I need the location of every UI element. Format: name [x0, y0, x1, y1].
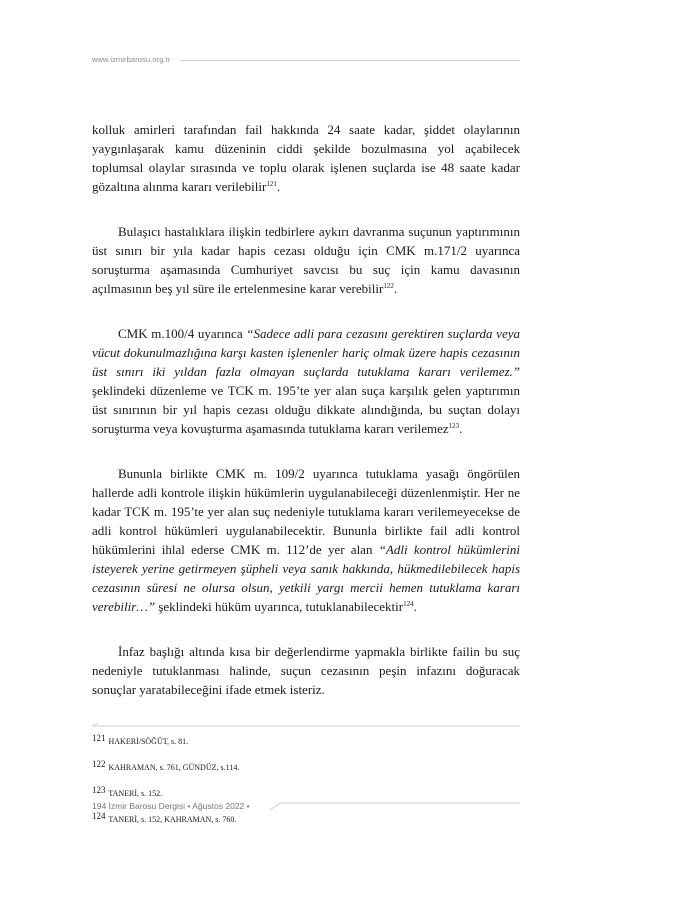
footnote-122 — [92, 753, 520, 779]
paragraph-2 — [92, 222, 520, 298]
paragraph-4-tail: şeklindeki hüküm uyarınca, tutuklanabilecektir — [155, 599, 404, 614]
footnotes — [92, 727, 520, 831]
footnote-number: 124 — [92, 811, 106, 821]
paragraph-5-text: İnfaz başlığı altında kısa bir değerlendirme yapmakla birlikte failin bu suç nedeniyle tutuklanması halinde, suçun cezasının peşin infazını doğuracak sonuçlar yaratabileceğini ifade etmek isteriz. — [92, 644, 520, 697]
footnote-121 — [92, 727, 520, 753]
header-rule — [180, 60, 520, 61]
paragraph-1-text: kolluk amirleri tarafından fail hakkında 24 saate kadar, şiddet olaylarının yaygınlaşarak kamu düzeninin ciddi şekilde bozulmasına yol açabilecek toplumsal olaylar sırasında ve toplu olarak işlenen suçlarda ise 48 saate kadar gözaltına alınma kararı verilebilir — [92, 122, 520, 194]
footnote-text: TANERİ, s. 152. — [106, 789, 163, 798]
footnote-number: 123 — [92, 785, 106, 795]
footnote-ref-121: 121 — [266, 180, 277, 188]
footnote-text: HAKERİ/SÖĞÜT, s. 81. — [106, 737, 189, 746]
footnote-ref-124: 124 — [403, 600, 414, 608]
paragraph-5 — [92, 642, 520, 699]
body-text — [92, 120, 520, 699]
footnote-number: 121 — [92, 733, 106, 743]
footnote-divider — [92, 723, 520, 724]
paragraph-3-quote: “Sadece adli para cezasını gerektiren suçlarda veya vücut dokunulmazlığına karşı kasten işlenenler hariç olmak üzere hapis cezasının üst sınırı iki yıldan fazla olmayan suçlarda tutuklama kararı verilemez.” — [92, 326, 520, 379]
footnote-number: 122 — [92, 759, 106, 769]
paragraph-1-end: . — [276, 179, 281, 194]
footnote-text: TANERİ, s. 152, KAHRAMAN, s. 760. — [106, 815, 237, 824]
paragraph-4-quote: “Adli kontrol hükümlerini isteyerek yerine getirmeyen şüpheli veya sanık hakkında, hükmedilebilecek hapis cezasının süresi ne olursa olsun, yetkili yargı mercii hemen tutuklama kararı verebilir…” — [92, 542, 520, 614]
footnote-text: KAHRAMAN, s. 761, GÜNDÜZ, s.114. — [106, 763, 240, 772]
footnote-ref-122: 122 — [383, 282, 394, 290]
paragraph-1 — [92, 120, 520, 196]
paragraph-3-tail: şeklindeki düzenleme ve TCK m. 195’te yer alan suça karşılık gelen yaptırımın üst sınırının bir yıl hapis cezası olduğu dikkate alındığında, bu suçtan dolayı soruşturma veya kovuşturma aşamasında tutuklama kararı verilemez — [92, 383, 520, 436]
paragraph-3-lead: CMK m.100/4 uyarınca — [118, 326, 247, 341]
page-footer: 194 İzmir Barosu Dergisi • Ağustos 2022 • — [92, 801, 250, 811]
footnote-ref-123: 123 — [448, 422, 460, 430]
footer-rule — [270, 798, 520, 808]
paragraph-2-text: Bulaşıcı hastalıklara ilişkin tedbirlere aykırı davranma suçunun yaptırımının üst sınırı bir yıla kadar hapis cezası olduğu için CMK m.171/2 uyarınca soruşturma aşamasında Cumhuriyet savcısı bu suç için kamu davasının açılmasının beş yıl süre ile ertelenmesine karar verebilir — [92, 224, 520, 296]
paragraph-4 — [92, 464, 520, 616]
paragraph-2-end: . — [393, 281, 398, 296]
paragraph-4-lead: Bununla birlikte CMK m. 109/2 uyarınca tutuklama yasağı öngörülen hallerde adli kontrole ilişkin hükümlerin uygulanabileceği düzenlenmiştir. Her ne kadar TCK m. 195’te yer alan suç nedeniyle tutuklama kararı verilemeyecekse de adli kontrol hükümleri uygulanabilecektir. Bununla birlikte fail adli kontrol hükümlerini ihlal ederse CMK m. 112’de yer alan — [92, 466, 520, 557]
paragraph-3-end: . — [459, 421, 463, 436]
paragraph-4-end: . — [413, 599, 417, 614]
paragraph-3 — [92, 324, 520, 438]
header-url: www.izmirbarosu.org.tr — [92, 55, 171, 64]
